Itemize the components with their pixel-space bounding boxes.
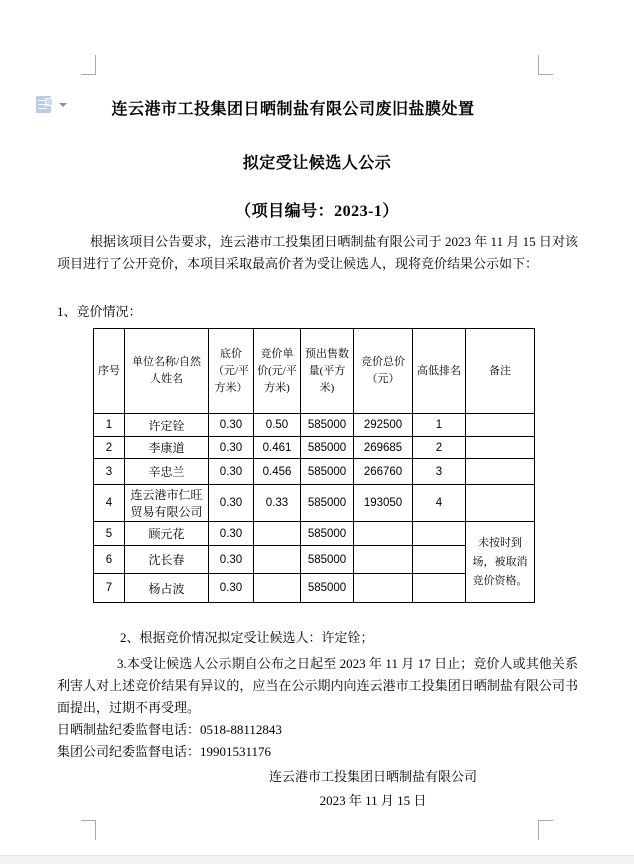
contact-phone-2: 集团公司纪委监督电话：19901531176 bbox=[57, 744, 272, 759]
window-bottom-edge bbox=[0, 855, 634, 864]
cell-no: 4 bbox=[94, 485, 125, 522]
bidding-table-wrapper bbox=[93, 328, 535, 603]
cell-qty: 585000 bbox=[301, 574, 354, 603]
header-no: 序号 bbox=[94, 329, 125, 414]
cell-name: 李康道 bbox=[125, 437, 209, 459]
cell-rank: 4 bbox=[413, 485, 466, 522]
cell-rank bbox=[413, 546, 466, 574]
cell-remark bbox=[466, 485, 535, 522]
cell-base: 0.30 bbox=[209, 437, 254, 459]
header-rank: 高低排名 bbox=[413, 329, 466, 414]
cell-total: 193050 bbox=[354, 485, 413, 522]
cell-no: 3 bbox=[94, 459, 125, 485]
contact-phone-1: 日晒制盐纪委监督电话：0518-88112843 bbox=[57, 722, 282, 737]
item2-candidate: 2、根据竞价情况拟定受让候选人：许定铨； bbox=[120, 630, 374, 645]
cell-rank: 2 bbox=[413, 437, 466, 459]
table-row bbox=[94, 414, 535, 437]
table-row bbox=[94, 437, 535, 459]
cell-no: 6 bbox=[94, 546, 125, 574]
header-name: 单位名称/自然人姓名 bbox=[125, 329, 209, 414]
crop-mark-top-left bbox=[81, 55, 96, 75]
cell-unit: 0.461 bbox=[254, 437, 301, 459]
cell-rank bbox=[413, 522, 466, 546]
cell-total bbox=[354, 522, 413, 546]
cell-base: 0.30 bbox=[209, 414, 254, 437]
cell-unit: 0.33 bbox=[254, 485, 301, 522]
cell-rank: 3 bbox=[413, 459, 466, 485]
cell-remark-merged: 未按时到场，被取消竞价资格。 bbox=[466, 522, 535, 603]
cell-unit bbox=[254, 546, 301, 574]
cell-name: 辛忠兰 bbox=[125, 459, 209, 485]
cell-total: 269685 bbox=[354, 437, 413, 459]
cell-qty: 585000 bbox=[301, 485, 354, 522]
cell-total bbox=[354, 574, 413, 603]
cell-no: 5 bbox=[94, 522, 125, 546]
document-title-line2: 拟定受让候选人公示 bbox=[242, 155, 392, 172]
header-remark: 备注 bbox=[466, 329, 535, 414]
crop-mark-bottom-right bbox=[538, 820, 553, 840]
signature-company: 连云港市工投集团日晒制盐有限公司 bbox=[268, 769, 477, 784]
cell-base: 0.30 bbox=[209, 485, 254, 522]
cell-total: 292500 bbox=[354, 414, 413, 437]
header-quantity: 预出售数量(平方米) bbox=[301, 329, 354, 414]
cell-qty: 585000 bbox=[301, 522, 354, 546]
cell-name: 沈长春 bbox=[125, 546, 209, 574]
cell-unit: 0.50 bbox=[254, 414, 301, 437]
supervision-contacts bbox=[57, 719, 578, 763]
intro-text: 根据该项目公告要求，连云港市工投集团日晒制盐有限公司于 2023 年 11 月 15 日对该项目进行了公开竞价，本项目采取最高价者为受让候选人，现将竞价结果公示如下： bbox=[57, 234, 578, 271]
cell-name: 许定铨 bbox=[125, 414, 209, 437]
intro-paragraph bbox=[57, 231, 578, 275]
cell-total bbox=[354, 546, 413, 574]
signature-date: 2023 年 11 月 15 日 bbox=[319, 793, 427, 808]
cell-base: 0.30 bbox=[209, 574, 254, 603]
cell-unit bbox=[254, 574, 301, 603]
document-title-line1: 连云港市工投集团日晒制盐有限公司废旧盐膜处置 bbox=[111, 101, 475, 118]
header-base-price: 底价（元/平方米） bbox=[209, 329, 254, 414]
cell-rank bbox=[413, 574, 466, 603]
header-total-price: 竞价总价（元） bbox=[354, 329, 413, 414]
table-row bbox=[94, 522, 535, 546]
cell-no: 1 bbox=[94, 414, 125, 437]
cell-qty: 585000 bbox=[301, 459, 354, 485]
table-header-row bbox=[94, 329, 535, 414]
item3-publicity-period: 3.本受让候选人公示期自公布之日起至 2023 年 11 月 17 日止；竞价人或其他关系利害人对上述竞价结果有异议的，应当在公示期内向连云港市工投集团日晒制盐有限公司书面提出，过期不再受理。 bbox=[57, 656, 578, 715]
cell-rank: 1 bbox=[413, 414, 466, 437]
crop-mark-bottom-left bbox=[81, 820, 96, 840]
cell-no: 2 bbox=[94, 437, 125, 459]
cell-base: 0.30 bbox=[209, 522, 254, 546]
cell-no: 7 bbox=[94, 574, 125, 603]
table-row bbox=[94, 485, 535, 522]
crop-mark-top-right bbox=[538, 55, 553, 75]
cell-name: 杨占波 bbox=[125, 574, 209, 603]
cell-base: 0.30 bbox=[209, 459, 254, 485]
result-items bbox=[57, 627, 578, 719]
cell-remark bbox=[466, 459, 535, 485]
table-row bbox=[94, 459, 535, 485]
bidding-results-table bbox=[93, 328, 535, 603]
cell-unit bbox=[254, 522, 301, 546]
cell-qty: 585000 bbox=[301, 414, 354, 437]
signature-block bbox=[262, 765, 484, 813]
cell-unit: 0.456 bbox=[254, 459, 301, 485]
cell-remark bbox=[466, 414, 535, 437]
cell-name: 顾元花 bbox=[125, 522, 209, 546]
cell-qty: 585000 bbox=[301, 546, 354, 574]
cell-total: 266760 bbox=[354, 459, 413, 485]
section1-heading: 1、竞价情况： bbox=[57, 304, 142, 319]
header-unit-price: 竞价单价(元/平方米) bbox=[254, 329, 301, 414]
cell-qty: 585000 bbox=[301, 437, 354, 459]
cell-remark bbox=[466, 437, 535, 459]
project-number: （项目编号：2023-1） bbox=[235, 203, 399, 220]
cell-name: 连云港市仁旺贸易有限公司 bbox=[125, 485, 209, 522]
cell-base: 0.30 bbox=[209, 546, 254, 574]
